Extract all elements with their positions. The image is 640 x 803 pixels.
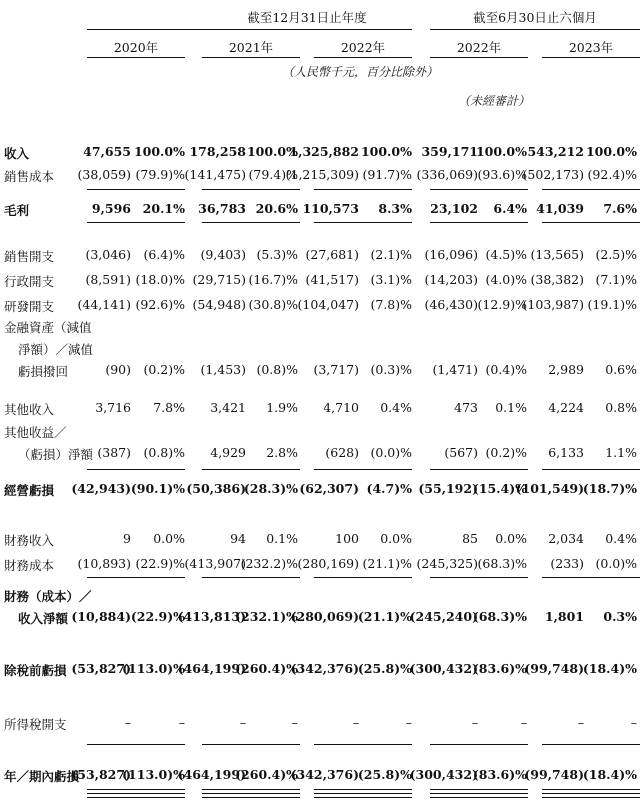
- percent-cell: 0.1%: [495, 400, 527, 415]
- row-label: 行政開支: [4, 274, 55, 289]
- amount-cell: (101,549): [515, 481, 584, 496]
- row-label: （虧損）淨額: [18, 447, 94, 462]
- subtotal-rule: [542, 222, 640, 223]
- amount-cell: (9,403): [200, 247, 246, 262]
- percent-cell: (2.1)%: [370, 247, 412, 262]
- amount-cell: –: [124, 715, 131, 730]
- percent-cell: 0.3%: [603, 609, 637, 624]
- amount-cell: (1,453): [200, 362, 246, 377]
- percent-cell: 0.4%: [605, 531, 637, 546]
- percent-cell: (0.8)%: [256, 362, 298, 377]
- amount-cell: 9,596: [91, 201, 131, 216]
- amount-cell: (387): [97, 445, 131, 460]
- percent-cell: (91.7)%: [362, 167, 412, 182]
- subtotal-rule: [430, 222, 528, 223]
- row-label: 虧損撥回: [18, 364, 69, 379]
- amount-cell: 1,325,882: [289, 144, 359, 159]
- percent-cell: (28.3)%: [243, 481, 298, 496]
- group-header-six-months: 截至6月30日止六個月: [473, 10, 597, 25]
- subtotal-rule: [314, 222, 412, 223]
- amount-cell: (342,376): [290, 767, 359, 782]
- amount-cell: (103,987): [522, 297, 584, 312]
- percent-cell: (12.9)%: [477, 297, 527, 312]
- total-double-rule: [314, 797, 412, 798]
- percent-cell: (4.5)%: [485, 247, 527, 262]
- percent-cell: (68.3)%: [472, 609, 527, 624]
- percent-cell: (7.8)%: [370, 297, 412, 312]
- percent-cell: 2.8%: [266, 445, 298, 460]
- amount-cell: (38,382): [530, 272, 584, 287]
- amount-cell: (300,432): [409, 661, 478, 676]
- amount-cell: (628): [325, 445, 359, 460]
- percent-cell: (30.8)%: [248, 297, 298, 312]
- percent-cell: 0.8%: [605, 400, 637, 415]
- percent-cell: 100.0%: [246, 144, 298, 159]
- percent-cell: (90.1)%: [130, 481, 185, 496]
- year-rule-2022: [314, 57, 412, 58]
- group-rule-fiscal-year: [87, 29, 412, 30]
- total-double-rule: [542, 797, 640, 798]
- percent-cell: (260.4)%: [235, 767, 298, 782]
- amount-cell: 3,716: [95, 400, 131, 415]
- percent-cell: (83.6)%: [472, 767, 527, 782]
- percent-cell: 8.3%: [378, 201, 412, 216]
- percent-cell: (79.4)%: [248, 167, 298, 182]
- subtotal-rule: [314, 469, 412, 470]
- year-rule-h1-2022: [430, 57, 528, 58]
- amount-cell: (502,173): [522, 167, 584, 182]
- amount-cell: (10,893): [77, 556, 131, 571]
- row-label: 收入淨額: [18, 611, 69, 626]
- percent-cell: 0.4%: [380, 400, 412, 415]
- percent-cell: (0.2)%: [485, 445, 527, 460]
- year-header-2020: 2020年: [113, 40, 159, 55]
- row-label: 收入: [4, 146, 30, 161]
- amount-cell: (10,884): [71, 609, 131, 624]
- amount-cell: (141,475): [184, 167, 246, 182]
- group-rule-six-months: [430, 29, 640, 30]
- percent-cell: (18.7)%: [582, 481, 637, 496]
- amount-cell: 473: [454, 400, 478, 415]
- amount-cell: (1,215,309): [285, 167, 359, 182]
- amount-cell: (567): [444, 445, 478, 460]
- amount-cell: (104,047): [297, 297, 359, 312]
- percent-cell: 0.1%: [266, 531, 298, 546]
- amount-cell: (300,432): [409, 767, 478, 782]
- amount-cell: (99,748): [524, 767, 584, 782]
- percent-cell: (83.6)%: [472, 661, 527, 676]
- year-header-2022: 2022年: [340, 40, 386, 55]
- percent-cell: (18.4)%: [582, 767, 637, 782]
- total-double-rule: [542, 789, 640, 790]
- amount-cell: (280,069): [290, 609, 359, 624]
- row-label: 所得稅開支: [4, 717, 67, 732]
- row-label: 財務成本: [4, 558, 55, 573]
- percent-cell: 100.0%: [360, 144, 412, 159]
- percent-cell: (260.4)%: [235, 661, 298, 676]
- subtotal-rule: [314, 744, 412, 745]
- subtotal-rule: [202, 469, 300, 470]
- amount-cell: 4,929: [210, 445, 246, 460]
- total-double-rule: [314, 789, 412, 790]
- unit-note: （人民幣千元，百分比除外）: [282, 65, 439, 79]
- unaudited-note: （未經審計）: [457, 94, 530, 108]
- amount-cell: (233): [550, 556, 584, 571]
- total-double-rule: [430, 789, 528, 790]
- amount-cell: (16,096): [424, 247, 478, 262]
- row-label: 淨額）／減值: [18, 342, 94, 357]
- amount-cell: 41,039: [536, 201, 584, 216]
- subtotal-rule: [87, 189, 185, 190]
- amount-cell: (464,199): [177, 661, 246, 676]
- percent-cell: 20.1%: [142, 201, 185, 216]
- percent-cell: (93.6)%: [477, 167, 527, 182]
- percent-cell: (22.9)%: [130, 609, 185, 624]
- percent-cell: 0.0%: [153, 531, 185, 546]
- year-rule-2020: [87, 57, 185, 58]
- group-header-fiscal-year: 截至12月31日止年度: [247, 10, 367, 25]
- subtotal-rule: [542, 744, 640, 745]
- amount-cell: 36,783: [198, 201, 246, 216]
- amount-cell: (41,517): [305, 272, 359, 287]
- percent-cell: 0.6%: [605, 362, 637, 377]
- subtotal-rule: [87, 577, 185, 578]
- percent-cell: (0.3)%: [370, 362, 412, 377]
- amount-cell: –: [239, 715, 246, 730]
- percent-cell: 100.0%: [475, 144, 527, 159]
- amount-cell: 4,224: [548, 400, 584, 415]
- total-double-rule: [430, 793, 528, 794]
- year-header-h1-2022: 2022年: [456, 40, 502, 55]
- row-label: 財務（成本）／: [4, 589, 92, 604]
- amount-cell: (8,591): [85, 272, 131, 287]
- amount-cell: (55,192): [418, 481, 478, 496]
- percent-cell: (4.0)%: [485, 272, 527, 287]
- amount-cell: (413,907): [184, 556, 246, 571]
- percent-cell: (92.6)%: [135, 297, 185, 312]
- row-label: 除稅前虧損: [4, 663, 67, 678]
- percent-cell: (92.4)%: [587, 167, 637, 182]
- percent-cell: (232.1)%: [235, 609, 298, 624]
- percent-cell: (0.2)%: [143, 362, 185, 377]
- percent-cell: (113.0)%: [122, 661, 185, 676]
- amount-cell: (13,565): [530, 247, 584, 262]
- total-double-rule: [314, 793, 412, 794]
- percent-cell: (4.7)%: [366, 481, 412, 496]
- subtotal-rule: [87, 469, 185, 470]
- percent-cell: 0.0%: [380, 531, 412, 546]
- total-double-rule: [87, 797, 185, 798]
- percent-cell: 1.1%: [605, 445, 637, 460]
- subtotal-rule: [542, 577, 640, 578]
- percent-cell: (113.0)%: [122, 767, 185, 782]
- subtotal-rule: [314, 189, 412, 190]
- subtotal-rule: [202, 744, 300, 745]
- subtotal-rule: [87, 222, 185, 223]
- percent-cell: (68.3)%: [477, 556, 527, 571]
- row-label: 銷售成本: [4, 169, 55, 184]
- amount-cell: (280,169): [297, 556, 359, 571]
- percent-cell: (0.8)%: [143, 445, 185, 460]
- amount-cell: 543,212: [527, 144, 584, 159]
- subtotal-rule: [202, 189, 300, 190]
- total-double-rule: [202, 797, 300, 798]
- amount-cell: (27,681): [305, 247, 359, 262]
- percent-cell: (5.3)%: [256, 247, 298, 262]
- amount-cell: 6,133: [548, 445, 584, 460]
- percent-cell: 6.4%: [493, 201, 527, 216]
- amount-cell: (53,827): [71, 767, 131, 782]
- amount-cell: (99,748): [524, 661, 584, 676]
- amount-cell: (336,069): [416, 167, 478, 182]
- percent-cell: 0.0%: [495, 531, 527, 546]
- percent-cell: (21.1)%: [357, 609, 412, 624]
- amount-cell: 4,710: [323, 400, 359, 415]
- amount-cell: –: [471, 715, 478, 730]
- amount-cell: (29,715): [192, 272, 246, 287]
- row-label: 年／期內虧損: [4, 769, 80, 784]
- subtotal-rule: [542, 189, 640, 190]
- amount-cell: (1,471): [432, 362, 478, 377]
- total-double-rule: [202, 793, 300, 794]
- percent-cell: 100.0%: [133, 144, 185, 159]
- row-label: 研發開支: [4, 299, 55, 314]
- year-header-2021: 2021年: [228, 40, 274, 55]
- subtotal-rule: [202, 222, 300, 223]
- percent-cell: (6.4)%: [143, 247, 185, 262]
- amount-cell: 2,034: [548, 531, 584, 546]
- percent-cell: 1.9%: [266, 400, 298, 415]
- percent-cell: (25.8)%: [357, 661, 412, 676]
- amount-cell: (3,046): [85, 247, 131, 262]
- percent-cell: –: [520, 715, 527, 730]
- year-rule-2021: [202, 57, 300, 58]
- subtotal-rule: [87, 744, 185, 745]
- subtotal-rule: [430, 189, 528, 190]
- amount-cell: 2,989: [548, 362, 584, 377]
- percent-cell: (3.1)%: [370, 272, 412, 287]
- amount-cell: 47,655: [83, 144, 131, 159]
- percent-cell: (7.1)%: [595, 272, 637, 287]
- subtotal-rule: [202, 577, 300, 578]
- amount-cell: (50,386): [186, 481, 246, 496]
- amount-cell: (3,717): [313, 362, 359, 377]
- amount-cell: (42,943): [71, 481, 131, 496]
- percent-cell: –: [291, 715, 298, 730]
- percent-cell: –: [178, 715, 185, 730]
- total-double-rule: [87, 789, 185, 790]
- row-label: 其他收入: [4, 402, 55, 417]
- percent-cell: 20.6%: [255, 201, 298, 216]
- row-label: 其他收益／: [4, 425, 67, 440]
- row-label: 毛利: [4, 203, 30, 218]
- percent-cell: (25.8)%: [357, 767, 412, 782]
- row-label: 金融資產（減值: [4, 320, 92, 335]
- percent-cell: (18.0)%: [135, 272, 185, 287]
- percent-cell: (22.9)%: [135, 556, 185, 571]
- amount-cell: (413,813): [177, 609, 246, 624]
- percent-cell: (21.1)%: [362, 556, 412, 571]
- amount-cell: 94: [230, 531, 246, 546]
- amount-cell: 23,102: [430, 201, 478, 216]
- subtotal-rule: [430, 577, 528, 578]
- amount-cell: 9: [123, 531, 131, 546]
- amount-cell: (342,376): [290, 661, 359, 676]
- amount-cell: (62,307): [299, 481, 359, 496]
- total-double-rule: [87, 793, 185, 794]
- amount-cell: –: [352, 715, 359, 730]
- year-header-h1-2023: 2023年: [568, 40, 614, 55]
- amount-cell: (44,141): [77, 297, 131, 312]
- amount-cell: (53,827): [71, 661, 131, 676]
- percent-cell: 7.8%: [153, 400, 185, 415]
- amount-cell: 100: [335, 531, 359, 546]
- percent-cell: 7.6%: [603, 201, 637, 216]
- total-double-rule: [542, 793, 640, 794]
- percent-cell: (2.5)%: [595, 247, 637, 262]
- amount-cell: (90): [105, 362, 131, 377]
- percent-cell: (0.0)%: [370, 445, 412, 460]
- amount-cell: (245,325): [416, 556, 478, 571]
- amount-cell: –: [577, 715, 584, 730]
- subtotal-rule: [542, 469, 640, 470]
- percent-cell: (232.2)%: [240, 556, 298, 571]
- amount-cell: (54,948): [192, 297, 246, 312]
- subtotal-rule: [430, 469, 528, 470]
- amount-cell: 178,258: [189, 144, 246, 159]
- percent-cell: (0.0)%: [595, 556, 637, 571]
- percent-cell: –: [405, 715, 412, 730]
- amount-cell: (464,199): [177, 767, 246, 782]
- year-rule-h1-2023: [542, 57, 640, 58]
- percent-cell: (79.9)%: [135, 167, 185, 182]
- total-double-rule: [430, 797, 528, 798]
- percent-cell: (15.4)%: [472, 481, 527, 496]
- percent-cell: –: [630, 715, 637, 730]
- percent-cell: (0.4)%: [485, 362, 527, 377]
- row-label: 銷售開支: [4, 249, 55, 264]
- subtotal-rule: [430, 744, 528, 745]
- subtotal-rule: [314, 577, 412, 578]
- amount-cell: (245,240): [409, 609, 478, 624]
- amount-cell: 85: [462, 531, 478, 546]
- amount-cell: 359,171: [421, 144, 478, 159]
- amount-cell: 110,573: [302, 201, 359, 216]
- amount-cell: (38,059): [77, 167, 131, 182]
- amount-cell: 3,421: [210, 400, 246, 415]
- row-label: 財務收入: [4, 533, 55, 548]
- percent-cell: 100.0%: [585, 144, 637, 159]
- percent-cell: (16.7)%: [248, 272, 298, 287]
- total-double-rule: [202, 789, 300, 790]
- amount-cell: (14,203): [424, 272, 478, 287]
- amount-cell: 1,801: [544, 609, 584, 624]
- percent-cell: (19.1)%: [587, 297, 637, 312]
- amount-cell: (46,430): [424, 297, 478, 312]
- percent-cell: (18.4)%: [582, 661, 637, 676]
- row-label: 經營虧損: [4, 483, 55, 498]
